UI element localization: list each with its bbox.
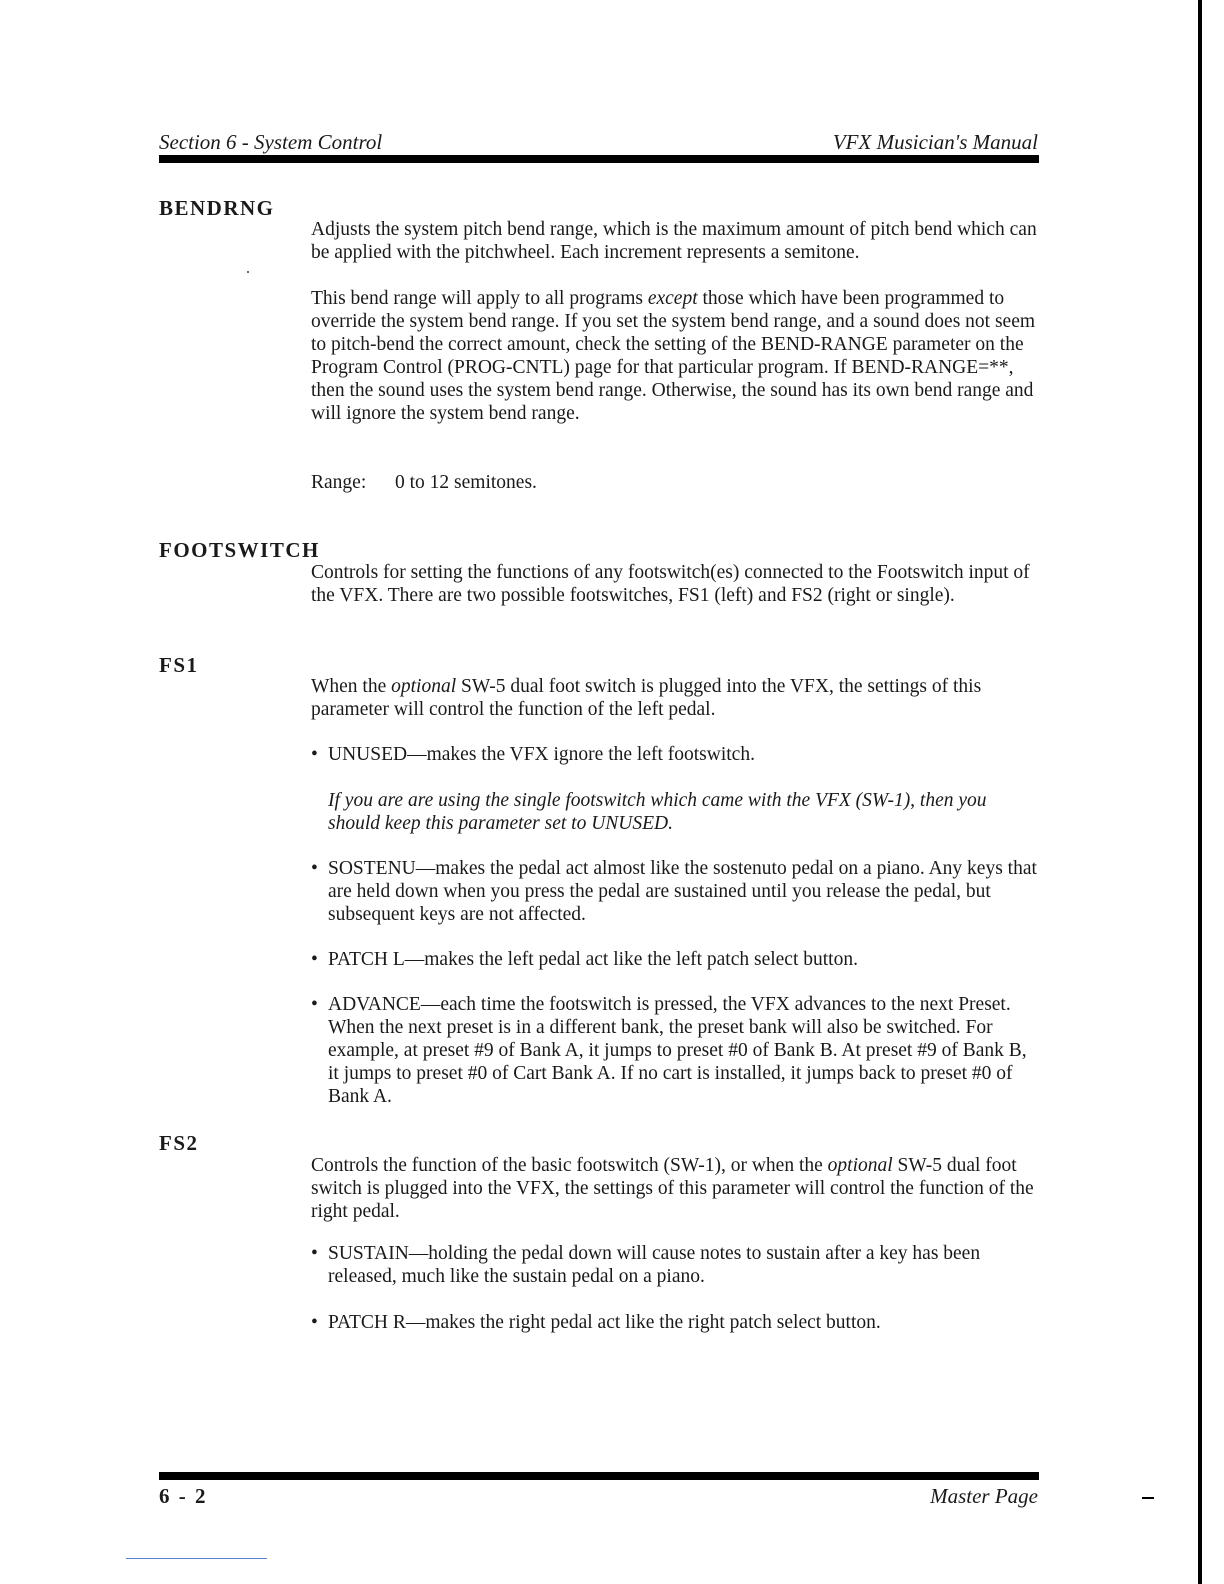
bullet-icon: • xyxy=(311,858,318,879)
fs1-option-sostenu: • SOSTENU—makes the pedal act almost like the sostenuto pedal on a piano. Any keys that are held down when you press the pedal are sustained until you release the pedal, but subsequent keys are not affected. xyxy=(311,858,1037,925)
bullet-icon: • xyxy=(311,1243,318,1264)
fs1-heading: FS1 xyxy=(159,653,199,677)
header-manual-title: VFX Musician's Manual xyxy=(832,130,1038,154)
scan-edge-bar xyxy=(1198,0,1202,1584)
footswitch-description: Controls for setting the functions of any footswitch(es) connected to the Footswitch input of the VFX. There are two possible footswitches, FS1 (left) and FS2 (right or single). xyxy=(311,562,1030,606)
fs1-option-advance: • ADVANCE—each time the footswitch is pressed, the VFX advances to the next Preset. When the next preset is in a different bank, the preset bank will also be switched. For example, at preset #9 of Bank A, it jumps to preset #0 of Bank B. At preset #9 of Bank B, it jumps to preset #0 of Cart Bank A. If no cart is installed, it jumps back to preset #0 of Bank A. xyxy=(311,994,1027,1107)
fs2-option-patch-r: • PATCH R—makes the right pedal act like the right patch select button. xyxy=(311,1312,881,1333)
range-label: Range: xyxy=(311,472,367,493)
range-value: 0 to 12 semitones. xyxy=(395,472,537,493)
header-section-title: Section 6 - System Control xyxy=(159,130,383,154)
header-rule xyxy=(159,155,1039,163)
bullet-icon: • xyxy=(311,744,318,765)
footer-master-page: Master Page xyxy=(930,1484,1038,1508)
bendrng-heading: BENDRNG xyxy=(159,196,275,220)
margin-dash xyxy=(1142,1497,1154,1499)
page-number: 6 - 2 xyxy=(159,1484,208,1508)
fs1-intro: When the optional SW-5 dual foot switch is plugged into the VFX, the settings of this parameter will control the function of the left pedal. xyxy=(311,676,982,720)
fs2-intro: Controls the function of the basic footswitch (SW-1), or when the optional SW-5 dual foot switch is plugged into the VFX, the settings of this parameter will control the function of the right pedal. xyxy=(311,1155,1034,1222)
footer-rule xyxy=(159,1472,1039,1480)
fs1-option-unused: • UNUSED—makes the VFX ignore the left footswitch. xyxy=(311,744,755,765)
scan-speck xyxy=(247,271,249,273)
bullet-icon: • xyxy=(311,1312,318,1333)
footswitch-heading: FOOTSWITCH xyxy=(159,538,320,562)
bendrng-description: Adjusts the system pitch bend range, which is the maximum amount of pitch bend which can be applied with the pitchwheel. Each increment represents a semitone. xyxy=(311,219,1037,263)
bendrng-range xyxy=(311,471,1039,494)
scan-blue-line xyxy=(126,1558,267,1559)
fs1-note: If you are are using the single footswitch which came with the VFX (SW-1), then you should keep this parameter set to UNUSED. xyxy=(328,790,987,834)
fs1-option-patch-l: • PATCH L—makes the left pedal act like the left patch select button. xyxy=(311,949,858,970)
bullet-icon: • xyxy=(311,949,318,970)
fs2-heading: FS2 xyxy=(159,1131,199,1155)
fs2-option-sustain: • SUSTAIN—holding the pedal down will cause notes to sustain after a key has been released, much like the sustain pedal on a piano. xyxy=(311,1243,981,1287)
bullet-icon: • xyxy=(311,994,318,1015)
bendrng-details: This bend range will apply to all programs except those which have been programmed to override the system bend range. If you set the system bend range, and a sound does not seem to pitch-bend the correct amount, check the setting of the BEND-RANGE parameter on the Program Control (PROG-CNTL) page for that particular program. If BEND-RANGE=**, then the sound uses the system bend range. Otherwise, the sound has its own bend range and will ignore the system bend range. xyxy=(311,288,1036,424)
